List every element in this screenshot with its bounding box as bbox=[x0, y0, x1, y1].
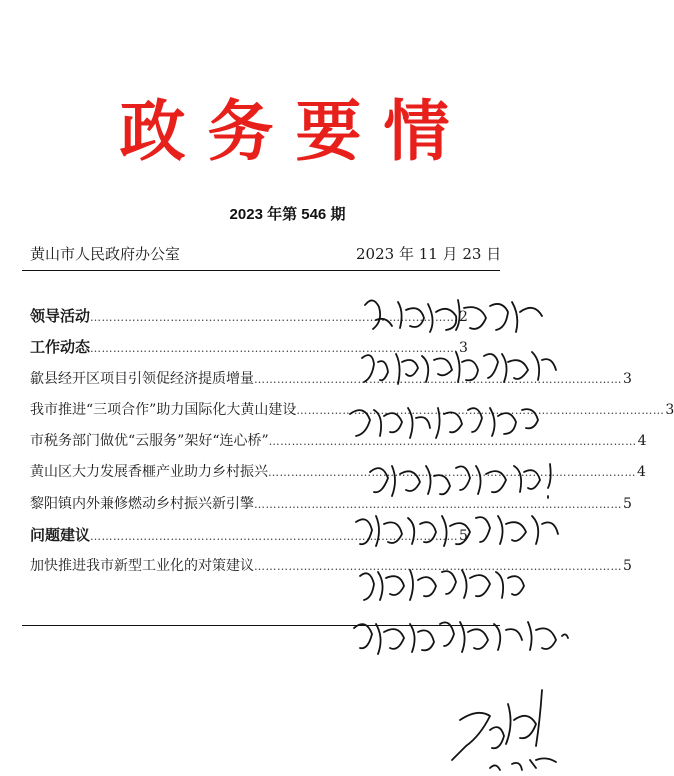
toc-entry-title: 黎阳镇内外兼修燃动乡村振兴新引擎 bbox=[30, 495, 254, 512]
masthead-title: 政务要情 bbox=[119, 93, 472, 170]
toc-entry[interactable] bbox=[30, 555, 632, 586]
toc-entry[interactable] bbox=[30, 368, 632, 399]
handwritten-annotation bbox=[340, 290, 575, 776]
toc-page-number: 4 bbox=[637, 433, 647, 450]
toc-entry[interactable] bbox=[30, 430, 647, 461]
header-rule bbox=[22, 270, 500, 271]
toc-page-number: 3 bbox=[623, 370, 632, 387]
issue-number: 2023 年第 546 期 bbox=[229, 206, 346, 223]
table-of-contents bbox=[30, 305, 674, 587]
toc-entry[interactable] bbox=[30, 305, 468, 336]
toc-page-number: 2 bbox=[459, 309, 468, 325]
toc-entry-title: 问题建议 bbox=[30, 526, 91, 545]
toc-page-number: 5 bbox=[459, 528, 468, 545]
toc-page-number: 3 bbox=[665, 401, 674, 418]
toc-entry[interactable] bbox=[30, 461, 646, 492]
toc-page-number: 3 bbox=[459, 340, 468, 357]
toc-entry-title: 加快推进我市新型工业化的对策建议 bbox=[30, 558, 254, 575]
toc-entry-title: 黄山区大力发展香榧产业助力乡村振兴 bbox=[30, 464, 268, 481]
toc-entry-title: 市税务部门做优“云服务”架好“连心桥” bbox=[30, 433, 269, 450]
toc-entry-title: 我市推进“三项合作”助力国际化大黄山建设 bbox=[30, 401, 297, 418]
toc-entry-title: 领导活动 bbox=[30, 307, 91, 325]
toc-entry[interactable] bbox=[30, 399, 674, 430]
toc-page-number: 5 bbox=[623, 558, 632, 575]
toc-page-number: 4 bbox=[637, 464, 646, 481]
toc-entry-title: 工作动态 bbox=[30, 338, 91, 357]
toc-entry-title: 歙县经开区项目引领促经济提质增量 bbox=[30, 370, 254, 387]
issuing-office: 黄山市人民政府办公室 bbox=[30, 245, 181, 263]
toc-entry[interactable] bbox=[30, 336, 468, 367]
toc-page-number: 5 bbox=[623, 495, 632, 512]
toc-entry[interactable] bbox=[30, 524, 468, 555]
issue-date: 2023 年 11 月 23 日 bbox=[356, 245, 502, 263]
toc-entry[interactable] bbox=[30, 493, 632, 524]
